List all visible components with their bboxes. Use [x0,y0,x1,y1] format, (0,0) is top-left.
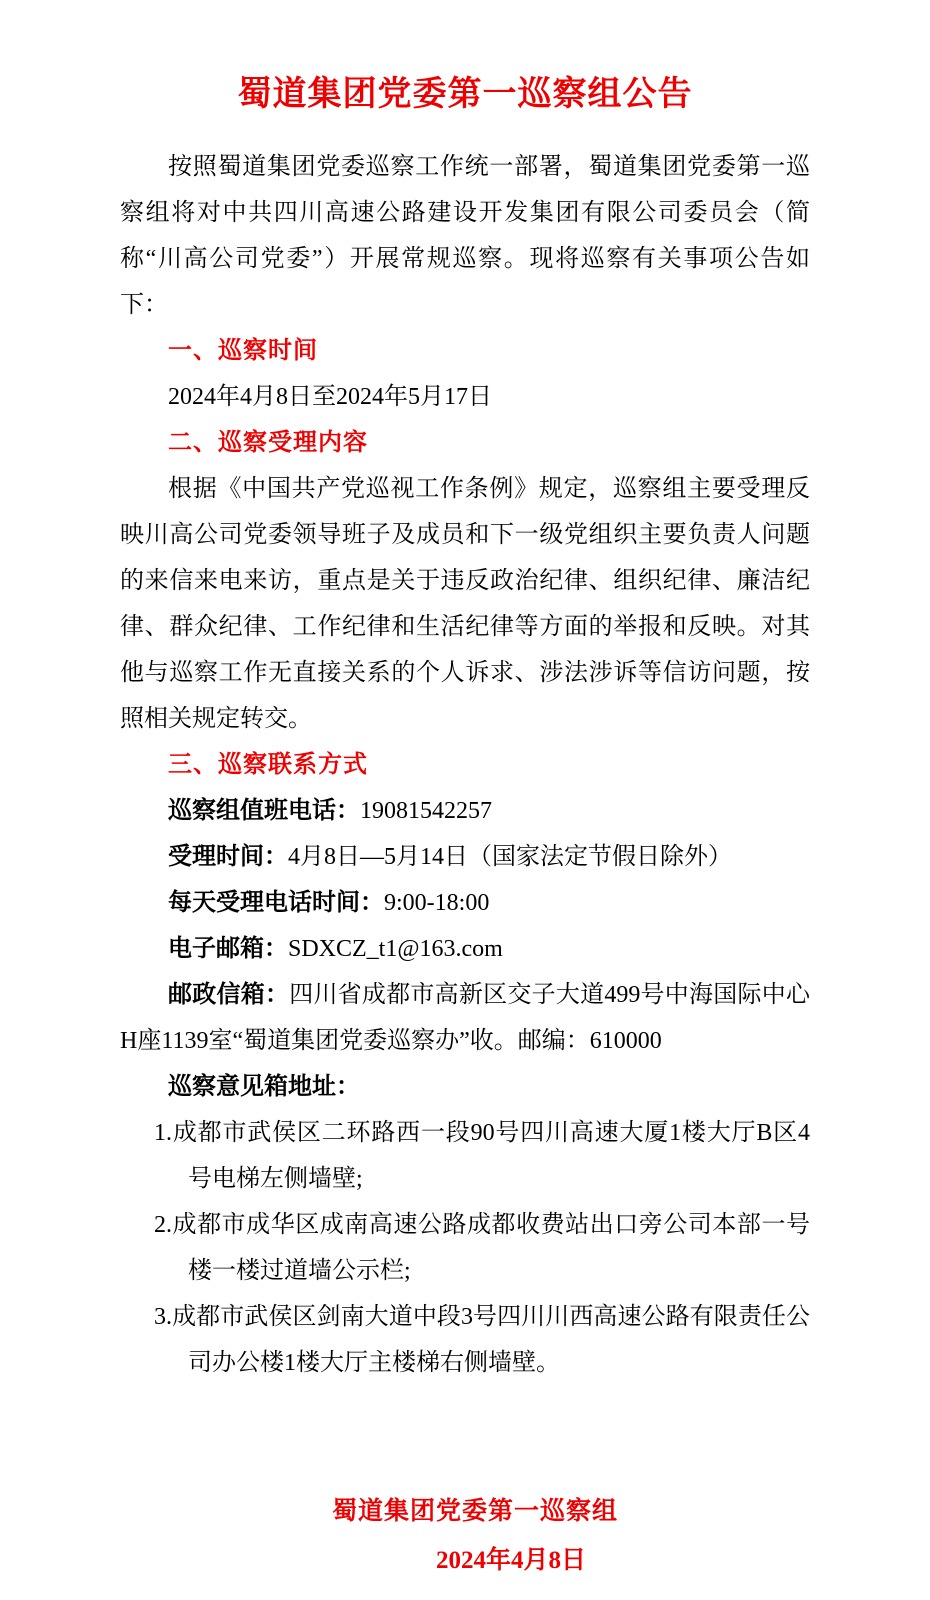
page-title: 蜀道集团党委第一巡察组公告 [237,76,693,113]
mailbox-address-item-1: 1.成都市武侯区二环路西一段90号四川高速大厦1楼大厅B区4号电梯左侧墙壁; [154,1120,810,1192]
signature-block [120,1486,810,1586]
contact-accept-period [120,834,810,880]
contact-accept-period-label: 受理时间： [168,843,288,870]
contact-postal-value: 四川省成都市高新区交子大道499号中海国际中心H座1139室“蜀道集团党委巡察办”收。邮编：610000 [120,982,811,1054]
signature-name: 蜀道集团党委第一巡察组 [331,1497,618,1525]
contact-daily-hours-value: 9:00-18:00 [384,890,490,916]
section-3-heading: 三、巡察联系方式 [168,751,368,778]
contact-duty-phone-value: 19081542257 [360,798,492,824]
section-1-heading: 一、巡察时间 [168,337,318,364]
contact-email-value: SDXCZ_t1@163.com [288,936,503,962]
mailbox-address-item-3: 3.成都市武侯区剑南大道中段3号四川川西高速公路有限责任公司办公楼1楼大厅主楼梯右侧墙壁。 [154,1304,810,1376]
intro-paragraph: 按照蜀道集团党委巡察工作统一部署，蜀道集团党委第一巡察组将对中共四川高速公路建设开发集团有限公司委员会（简称“川高公司党委”）开展常规巡察。现将巡察有关事项公告如下： [120,154,810,318]
contact-daily-hours [120,880,810,926]
contact-daily-hours-label: 每天受理电话时间： [168,889,384,916]
section-1-content: 2024年4月8日至2024年5月17日 [168,384,492,410]
contact-postal [120,972,810,1064]
contact-email-label: 电子邮箱： [168,935,288,962]
mailbox-address-label: 巡察意见箱地址： [168,1073,360,1100]
mailbox-address-item-2: 2.成都市成华区成南高速公路成都收费站出口旁公司本部一号楼一楼过道墙公示栏; [154,1212,810,1284]
section-2-heading: 二、巡察受理内容 [168,429,368,456]
contact-accept-period-value: 4月8日—5月14日（国家法定节假日除外） [288,844,732,870]
section-2-content: 根据《中国共产党巡视工作条例》规定，巡察组主要受理反映川高公司党委领导班子及成员和下一级党组织主要负责人问题的来信来电来访，重点是关于违反政治纪律、组织纪律、廉洁纪律、群众纪律、工作纪律和生活纪律等方面的举报和反映。对其他与巡察工作无直接关系的个人诉求、涉法涉诉等信访问题，按照相关规定转交。 [120,476,810,732]
contact-email [120,926,810,972]
contact-duty-phone [120,788,810,834]
signature-date: 2024年4月8日 [435,1547,586,1574]
contact-duty-phone-label: 巡察组值班电话： [168,797,360,824]
contact-postal-label: 邮政信箱： [168,981,290,1008]
